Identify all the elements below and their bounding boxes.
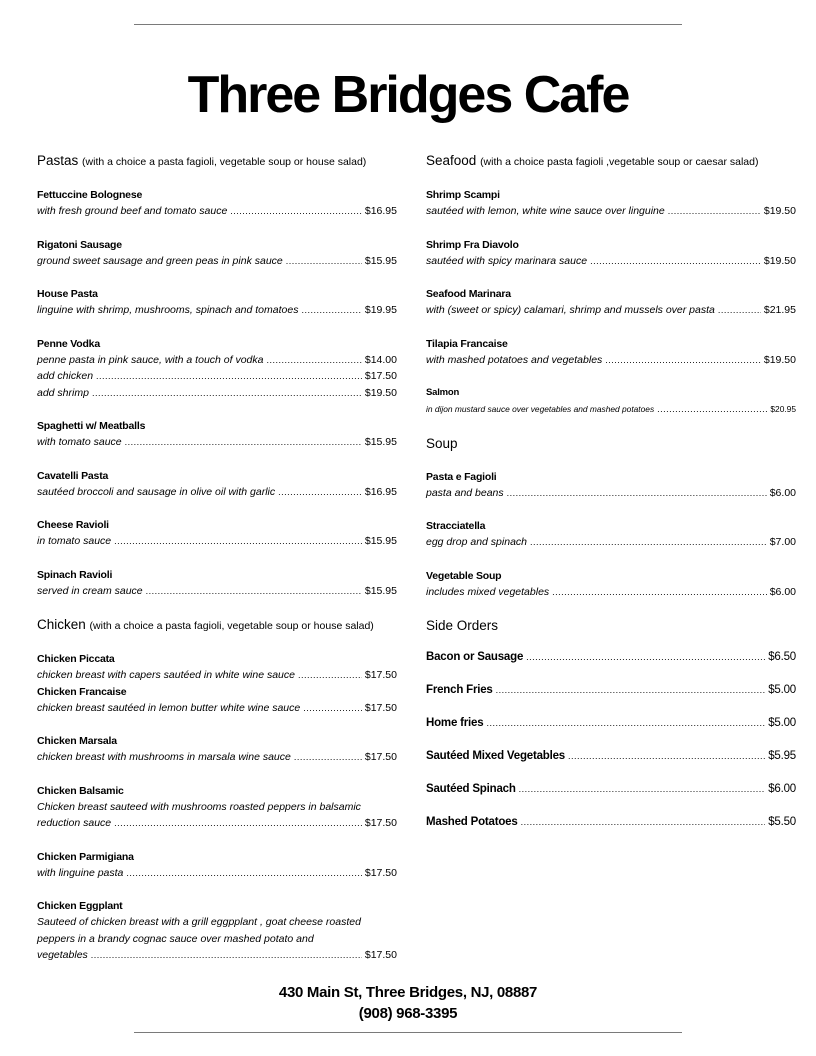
bottom-divider [134, 1032, 682, 1033]
address: 430 Main St, Three Bridges, NJ, 08887 [278, 984, 538, 1001]
side-order-item: Mashed Potatoes ..... $5.50 [426, 814, 796, 830]
phone-number: (908) 968-3395 [358, 1005, 458, 1022]
menu-item: Chicken Marsala chicken breast with mushrooms in marsala wine sauce ..... $17.50 [37, 733, 397, 766]
top-divider [134, 24, 682, 25]
side-order-item: Sautéed Mixed Vegetables ..... $5.95 [426, 748, 796, 764]
side-order-item: Bacon or Sausage ..... $6.50 [426, 649, 796, 665]
menu-item: Seafood Marinara with (sweet or spicy) calamari, shrimp and mussels over pasta ..... $21.95 [426, 286, 796, 319]
menu-item: Vegetable Soup includes mixed vegetables ..... $6.00 [426, 568, 796, 601]
menu-item: Shrimp Scampi sautéed with lemon, white wine sauce over linguine ..... $19.50 [426, 187, 796, 220]
footer-contact [0, 982, 816, 1024]
menu-item: Shrimp Fra Diavolo sautéed with spicy marinara sauce ..... $19.50 [426, 237, 796, 270]
menu-item: Chicken Parmigiana with linguine pasta ..... $17.50 [37, 849, 397, 882]
menu-item: Pasta e Fagioli pasta and beans ..... $6.00 [426, 469, 796, 502]
section-heading-soup: Soup [426, 435, 458, 451]
menu-item: Stracciatella egg drop and spinach ..... $7.00 [426, 518, 796, 551]
menu-item: Spaghetti w/ Meatballs with tomato sauce ..... $15.95 [37, 418, 397, 451]
menu-item: Rigatoni Sausage ground sweet sausage and green peas in pink sauce ..... $15.95 [37, 237, 397, 270]
menu-item: Tilapia Francaise with mashed potatoes and vegetables ..... $19.50 [426, 336, 796, 369]
menu-item: Chicken Balsamic Chicken breast sauteed with mushrooms roasted peppers in balsamic reduction sauce ..... $17.50 [37, 783, 397, 832]
menu-item: Fettuccine Bolognese with fresh ground beef and tomato sauce ..... $16.95 [37, 187, 397, 220]
menu-item: Cheese Ravioli in tomato sauce ..... $15.95 [37, 517, 397, 550]
menu-item: Chicken Eggplant Sauteed of chicken breast with a grill eggpplant , goat cheese roasted peppers in a brandy cognac sauce over mashed potato and vegetables ..... $17.50 [37, 898, 397, 964]
menu-item: Cavatelli Pasta sautéed broccoli and sausage in olive oil with garlic ..... $16.95 [37, 468, 397, 501]
menu-item: Spinach Ravioli served in cream sauce ..... $15.95 [37, 567, 397, 600]
menu-item: Salmon in dijon mustard sauce over vegetables and mashed potatoes ..... $20.95 [426, 385, 796, 418]
section-heading-side-orders: Side Orders [426, 618, 499, 633]
section-heading-pastas: Pastas (with a choice a pasta fagioli, vegetable soup or house salad) [37, 153, 367, 168]
menu-item: Chicken Francaise chicken breast sautéed in lemon butter white wine sauce ..... $17.50 [37, 684, 397, 717]
page-title: Three Bridges Cafe [187, 66, 629, 124]
menu-item: Penne Vodka penne pasta in pink sauce, with a touch of vodka ..... $14.00 add chicken ..... $17.50 add shrimp ..... $19.50 [37, 336, 397, 402]
menu-item: Chicken Piccata chicken breast with capers sautéed in white wine sauce ..... $17.50 [37, 651, 397, 684]
side-order-item: Sautéed Spinach ..... $6.00 [426, 781, 796, 797]
side-order-item: Home fries ..... $5.00 [426, 715, 796, 731]
section-heading-chicken: Chicken (with a choice a pasta fagioli, vegetable soup or house salad) [37, 617, 374, 632]
right-column [426, 152, 796, 847]
left-column [37, 152, 397, 981]
section-heading-seafood: Seafood (with a choice pasta fagioli ,vegetable soup or caesar salad) [426, 153, 759, 168]
menu-item: House Pasta linguine with shrimp, mushrooms, spinach and tomatoes ..... $19.95 [37, 286, 397, 319]
side-order-item: French Fries ..... $5.00 [426, 682, 796, 698]
